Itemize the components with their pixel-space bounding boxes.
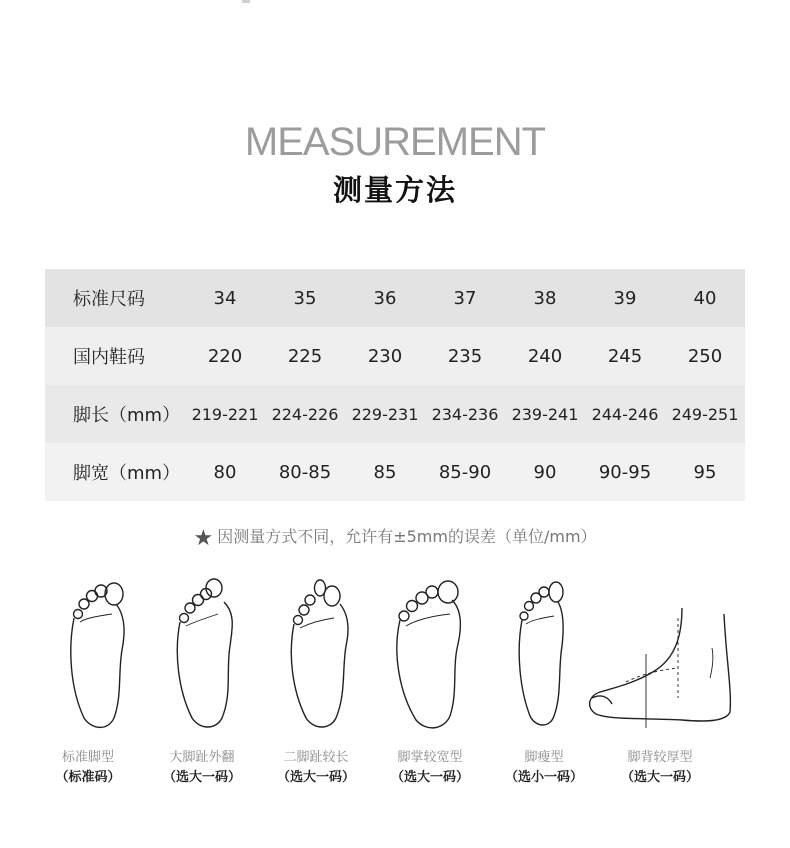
table-cell: 90-95	[598, 461, 652, 483]
title-english: MEASUREMENT	[244, 120, 546, 164]
wide-foot-icon	[392, 578, 502, 734]
table-cell: 225	[287, 345, 323, 367]
measurement-note	[0, 524, 790, 551]
table-cell: 224-226	[271, 404, 339, 424]
table-cell: 40	[693, 287, 717, 309]
table-row-standard-size	[45, 269, 745, 327]
table-row-foot-width	[45, 443, 745, 501]
bunion-foot-icon	[170, 578, 280, 734]
table-cell: 250	[687, 345, 723, 367]
foot-type-label: 大脚趾外翻	[169, 750, 235, 765]
table-cell: 244-246	[591, 404, 659, 424]
row-label: 国内鞋码	[73, 347, 145, 368]
table-cell: 95	[693, 461, 717, 483]
foot-type-label: 脚掌较宽型	[397, 750, 463, 765]
row-label: 脚宽（mm）	[73, 463, 181, 484]
top-divider-mark	[242, 0, 250, 3]
table-cell: 34	[213, 287, 237, 309]
table-cell: 240	[527, 345, 563, 367]
table-cell: 85-90	[438, 461, 492, 483]
long-second-toe-foot-icon	[288, 578, 398, 734]
foot-type-label: 二脚趾较长	[283, 750, 349, 765]
foot-type-advice: （选大一码）	[162, 770, 241, 785]
foot-type-label: 脚瘦型	[524, 750, 564, 765]
table-cell: 39	[613, 287, 637, 309]
table-cell: 235	[447, 345, 483, 367]
table-cell: 90	[533, 461, 557, 483]
table-cell: 239-241	[511, 404, 579, 424]
table-cell: 229-231	[351, 404, 419, 424]
title-chinese: 测量方法	[332, 173, 457, 207]
table-cell: 35	[293, 287, 317, 309]
table-row-foot-length	[45, 385, 745, 443]
table-cell: 80-85	[278, 461, 332, 483]
foot-type-label: 脚背较厚型	[627, 750, 693, 765]
table-cell: 85	[373, 461, 397, 483]
note-text: 因测量方式不同，允许有±5mm的误差（单位/mm）	[217, 527, 597, 546]
table-cell: 234-236	[431, 404, 499, 424]
table-cell: 230	[367, 345, 403, 367]
row-label: 标准尺码	[73, 289, 145, 310]
foot-type-advice: （选小一码）	[504, 770, 583, 785]
table-row-domestic-size	[45, 327, 745, 385]
star-icon: ★	[193, 526, 214, 551]
table-cell: 219-221	[191, 404, 259, 424]
table-cell: 245	[607, 345, 643, 367]
foot-type-advice: （选大一码）	[620, 770, 699, 785]
high-instep-foot-icon	[586, 578, 736, 734]
table-cell: 38	[533, 287, 557, 309]
row-label: 脚长（mm）	[73, 405, 181, 426]
foot-type-advice: （标准码）	[55, 770, 121, 785]
foot-type-advice: （选大一码）	[390, 770, 469, 785]
size-chart-table	[45, 269, 745, 501]
foot-type-advice: （选大一码）	[276, 770, 355, 785]
foot-type-label: 标准脚型	[61, 750, 114, 765]
table-cell: 80	[213, 461, 237, 483]
table-cell: 249-251	[671, 404, 739, 424]
table-cell: 220	[207, 345, 243, 367]
table-cell: 37	[453, 287, 477, 309]
table-cell: 36	[373, 287, 397, 309]
standard-foot-icon	[56, 578, 166, 734]
